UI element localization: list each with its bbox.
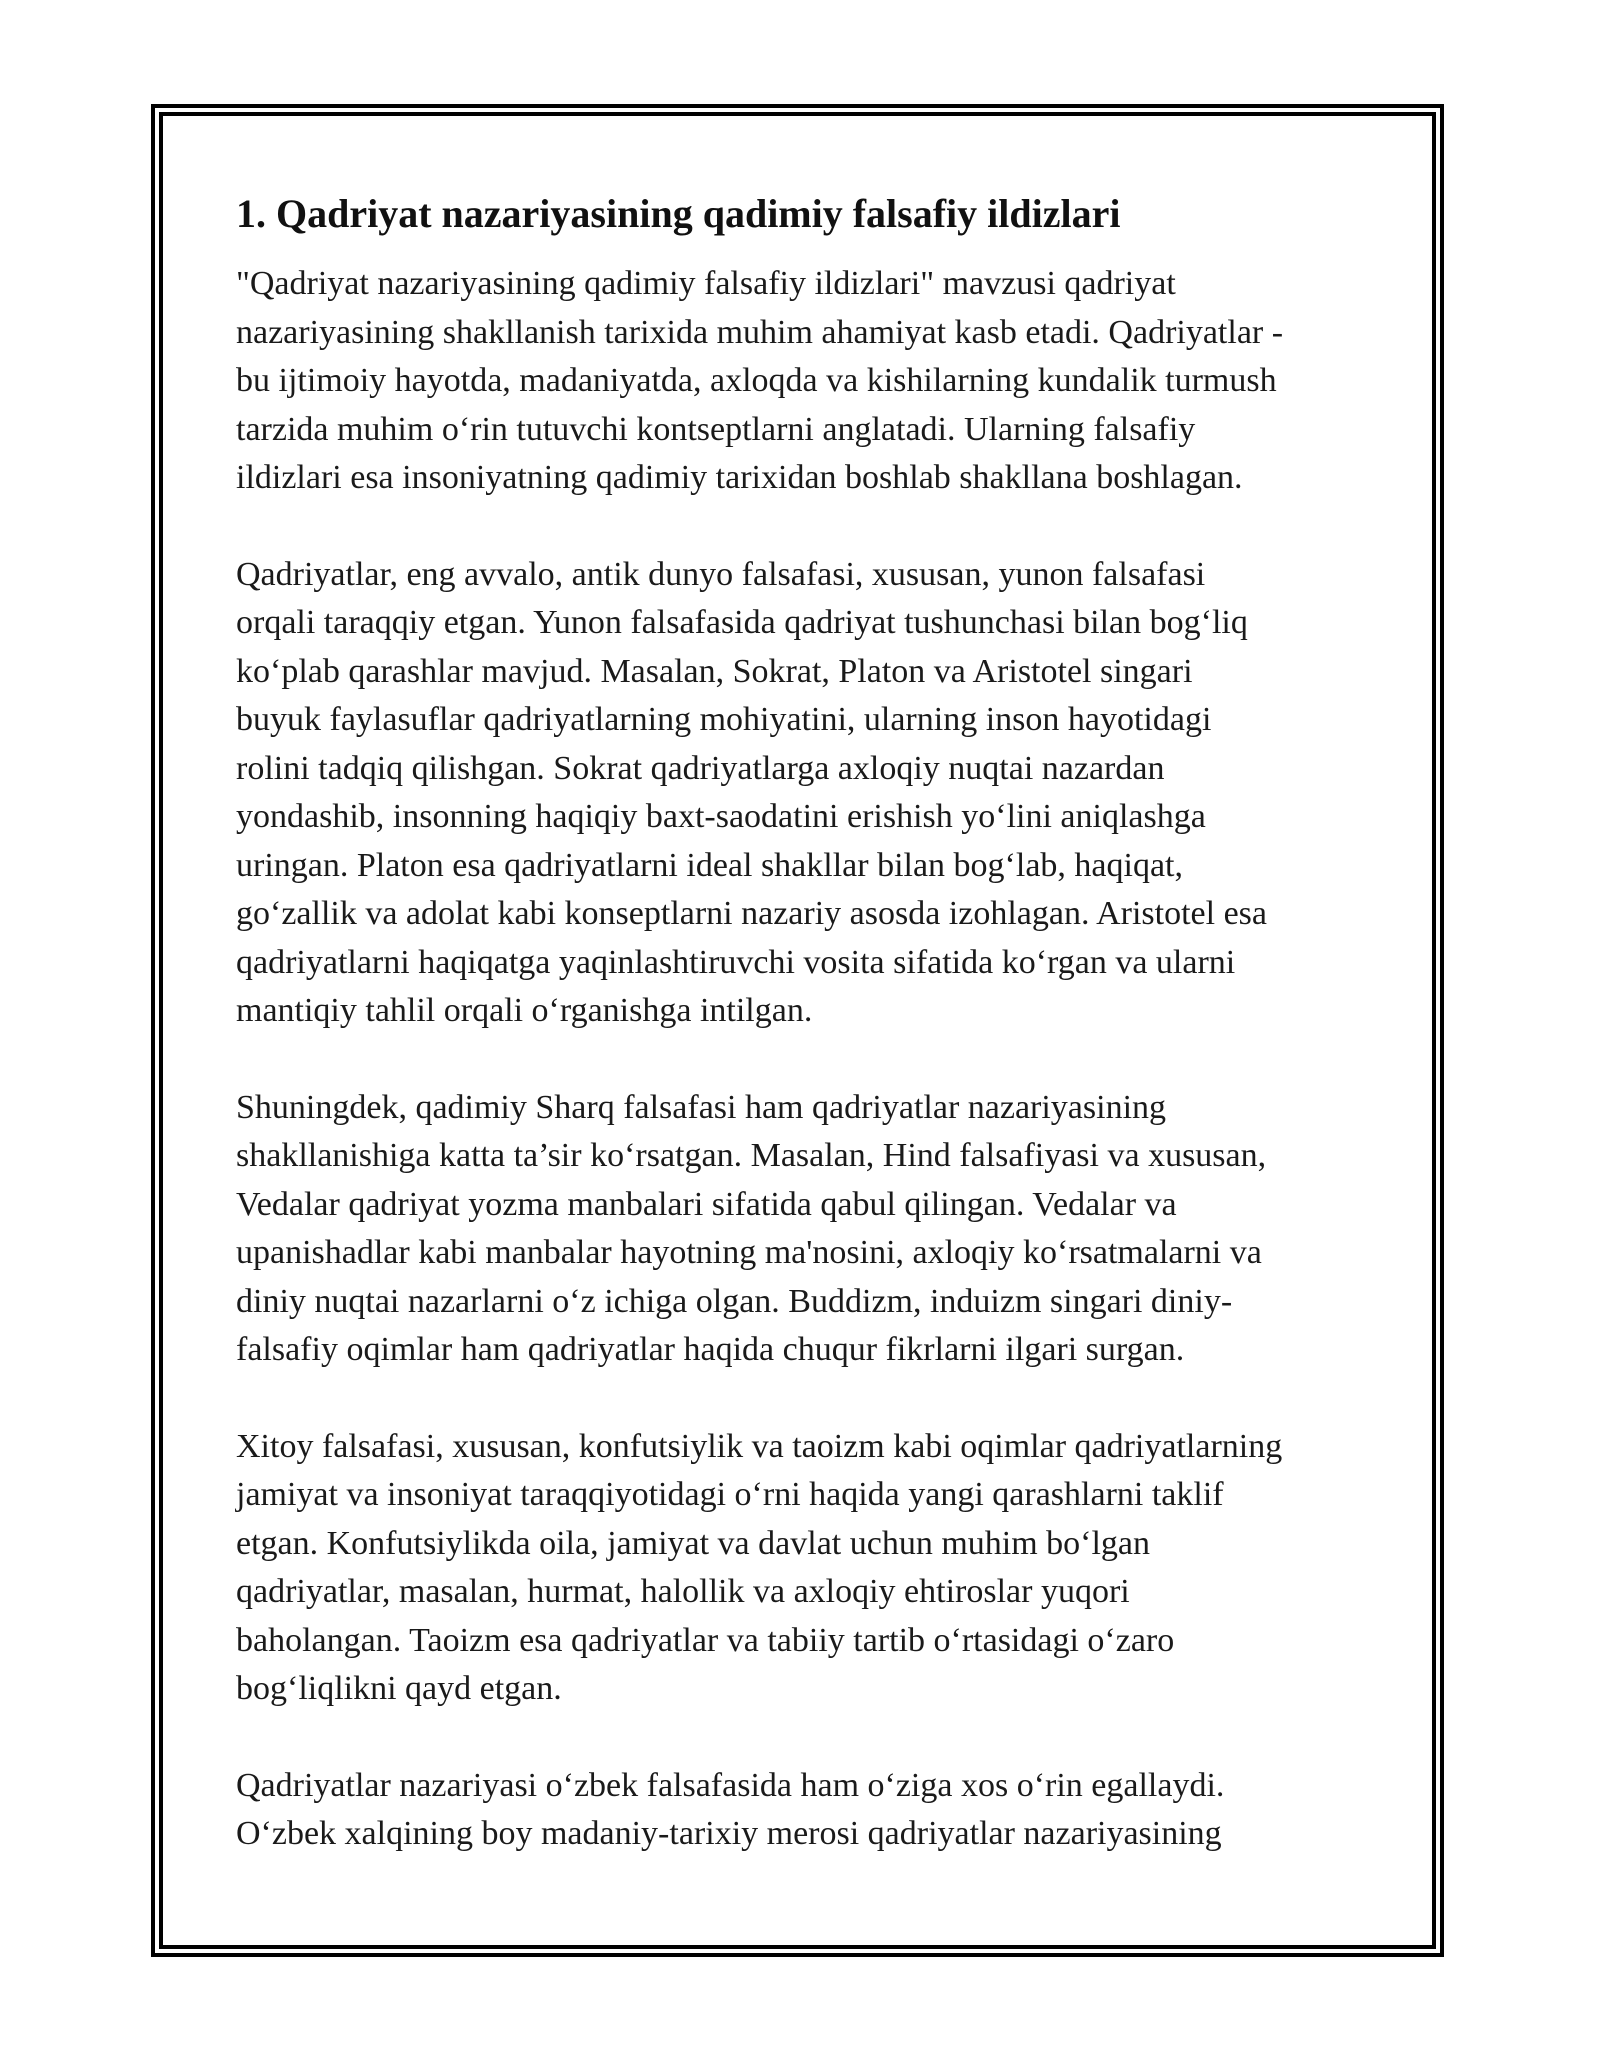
paragraph-eastern-philosophy: Shuningdek, qadimiy Sharq falsafasi ham qadriyatlar nazariyasining shakllanishiga katta ta’sir koʻrsatgan. Masalan, Hind falsafiyasi va xususan, Vedalar qadriyat yozma manbalari sifatida qabul qilingan. Vedalar va upanishadlar kabi manbalar hayotning ma'nosini, axloqiy koʻrsatmalarni va diniy nuqtai nazarlarni oʻz ichiga olgan. Buddizm, induizm singari diniy- falsafiy oqimlar ham qadriyatlar haqida chuqur fikrlarni ilgari surgan. <box>236 1088 1267 1368</box>
paragraph-intro: "Qadriyat nazariyasining qadimiy falsafiy ildizlari" mavzusi qadriyat nazariyasining shakllanish tarixida muhim ahamiyat kasb etadi. Qadriyatlar - bu ijtimoiy hayotda, madaniyatda, axloqda va kishilarning kundalik turmush tarzida muhim oʻrin tutuvchi kontseptlarni anglatadi. Ularning falsafiy ildizlari esa insoniyatning qadimiy tarixidan boshlab shakllana boshlagan. <box>236 265 1284 496</box>
document-body <box>236 186 1376 1859</box>
section-heading: 1. Qadriyat nazariyasining qadimiy falsafiy ildizlari <box>236 191 1121 236</box>
paragraph-uzbek-philosophy: Qadriyatlar nazariyasi oʻzbek falsafasida ham oʻziga xos oʻrin egallaydi. Oʻzbek xalqining boy madaniy-tarixiy merosi qadriyatlar nazariyasining <box>236 1766 1225 1852</box>
paragraph-antique-philosophy: Qadriyatlar, eng avvalo, antik dunyo falsafasi, xususan, yunon falsafasi orqali taraqqiy etgan. Yunon falsafasida qadriyat tushunchasi bilan bogʻliq koʻplab qarashlar mavjud. Masalan, Sokrat, Platon va Aristotel singari buyuk faylasuflar qadriyatlarning mohiyatini, ularning inson hayotidagi rolini tadqiq qilishgan. Sokrat qadriyatlarga axloqiy nuqtai nazardan yondashib, insonning haqiqiy baxt-saodatini erishish yoʻlini aniqlashga uringan. Platon esa qadriyatlarni ideal shakllar bilan bogʻlab, haqiqat, goʻzallik va adolat kabi konseptlarni nazariy asosda izohlagan. Aristotel esa qadriyatlarni haqiqatga yaqinlashtiruvchi vosita sifatida koʻrgan va ularni mantiqiy tahlil orqali oʻrganishga intilgan. <box>236 555 1267 1029</box>
paragraph-chinese-philosophy: Xitoy falsafasi, xususan, konfutsiylik va taoizm kabi oqimlar qadriyatlarning jamiyat va insoniyat taraqqiyotidagi oʻrni haqida yangi qarashlarni taklif etgan. Konfutsiylikda oila, jamiyat va davlat uchun muhim boʻlgan qadriyatlar, masalan, hurmat, halollik va axloqiy ehtiroslar yuqori baholangan. Taoizm esa qadriyatlar va tabiiy tartib oʻrtasidagi oʻzaro bogʻliqlikni qayd etgan. <box>236 1427 1283 1707</box>
